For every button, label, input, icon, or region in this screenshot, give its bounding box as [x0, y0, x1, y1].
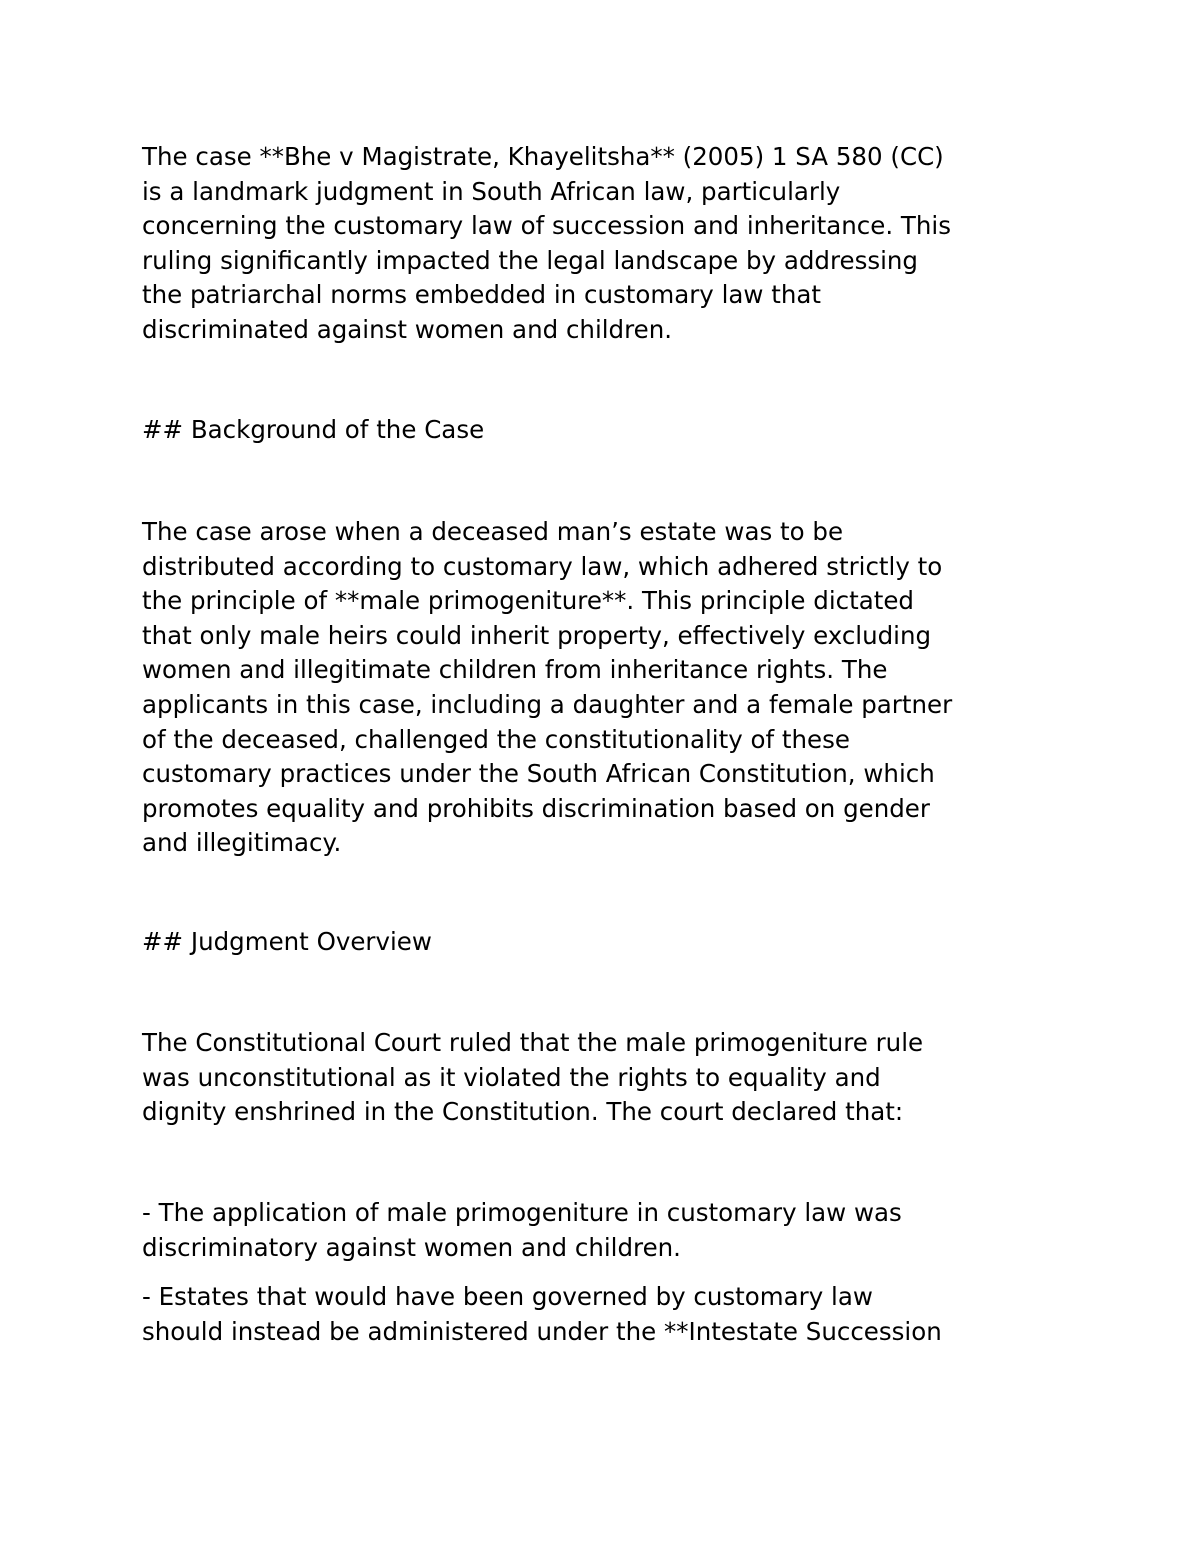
text-line: - Estates that would have been governed by customary law	[142, 1282, 873, 1311]
text-line: should instead be administered under the **Intestate Succession	[142, 1316, 942, 1346]
text-line: The case **Bhe v Magistrate, Khayelitsha** (2005) 1 SA 580 (CC)	[142, 142, 944, 171]
section-heading: ## Judgment Overview	[142, 927, 432, 956]
text-line: that only male heirs could inherit property, effectively excluding	[142, 620, 932, 650]
text-line: the principle of **male primogeniture**. This principle dictated	[142, 586, 914, 616]
text-line: discriminated against women and children.	[142, 314, 673, 344]
text-line: and illegitimacy.	[142, 828, 342, 858]
text-line: - The application of male primogeniture in customary law was	[142, 1198, 902, 1227]
text-line: promotes equality and prohibits discrimination based on gender	[142, 793, 930, 823]
section-heading: ## Background of the Case	[142, 415, 485, 444]
bullet-item-1	[142, 1196, 1082, 1265]
bullet-item-2	[142, 1280, 1082, 1349]
text-line: customary practices under the South African Constitution, which	[142, 759, 935, 789]
text-line: of the deceased, challenged the constitutionality of these	[142, 724, 850, 754]
text-line: women and illegitimate children from inheritance rights. The	[142, 655, 888, 685]
text-line: concerning the customary law of succession and inheritance. This	[142, 211, 951, 241]
text-line: was unconstitutional as it violated the rights to equality and	[142, 1062, 881, 1092]
text-line: The Constitutional Court ruled that the male primogeniture rule	[142, 1028, 924, 1057]
text-line: dignity enshrined in the Constitution. The court declared that:	[142, 1097, 904, 1127]
background-heading	[142, 413, 1082, 448]
text-line: is a landmark judgment in South African law, particularly	[142, 176, 841, 206]
judgment-heading	[142, 925, 1082, 960]
text-line: the patriarchal norms embedded in customary law that	[142, 280, 821, 310]
background-paragraph	[142, 515, 1082, 861]
text-line: discriminatory against women and children.	[142, 1232, 681, 1262]
text-line: applicants in this case, including a daughter and a female partner	[142, 689, 953, 719]
intro-paragraph	[142, 140, 1082, 348]
text-line: distributed according to customary law, which adhered strictly to	[142, 551, 943, 581]
text-line: ruling significantly impacted the legal landscape by addressing	[142, 245, 918, 275]
judgment-paragraph	[142, 1026, 1082, 1130]
text-line: The case arose when a deceased man’s estate was to be	[142, 517, 844, 546]
